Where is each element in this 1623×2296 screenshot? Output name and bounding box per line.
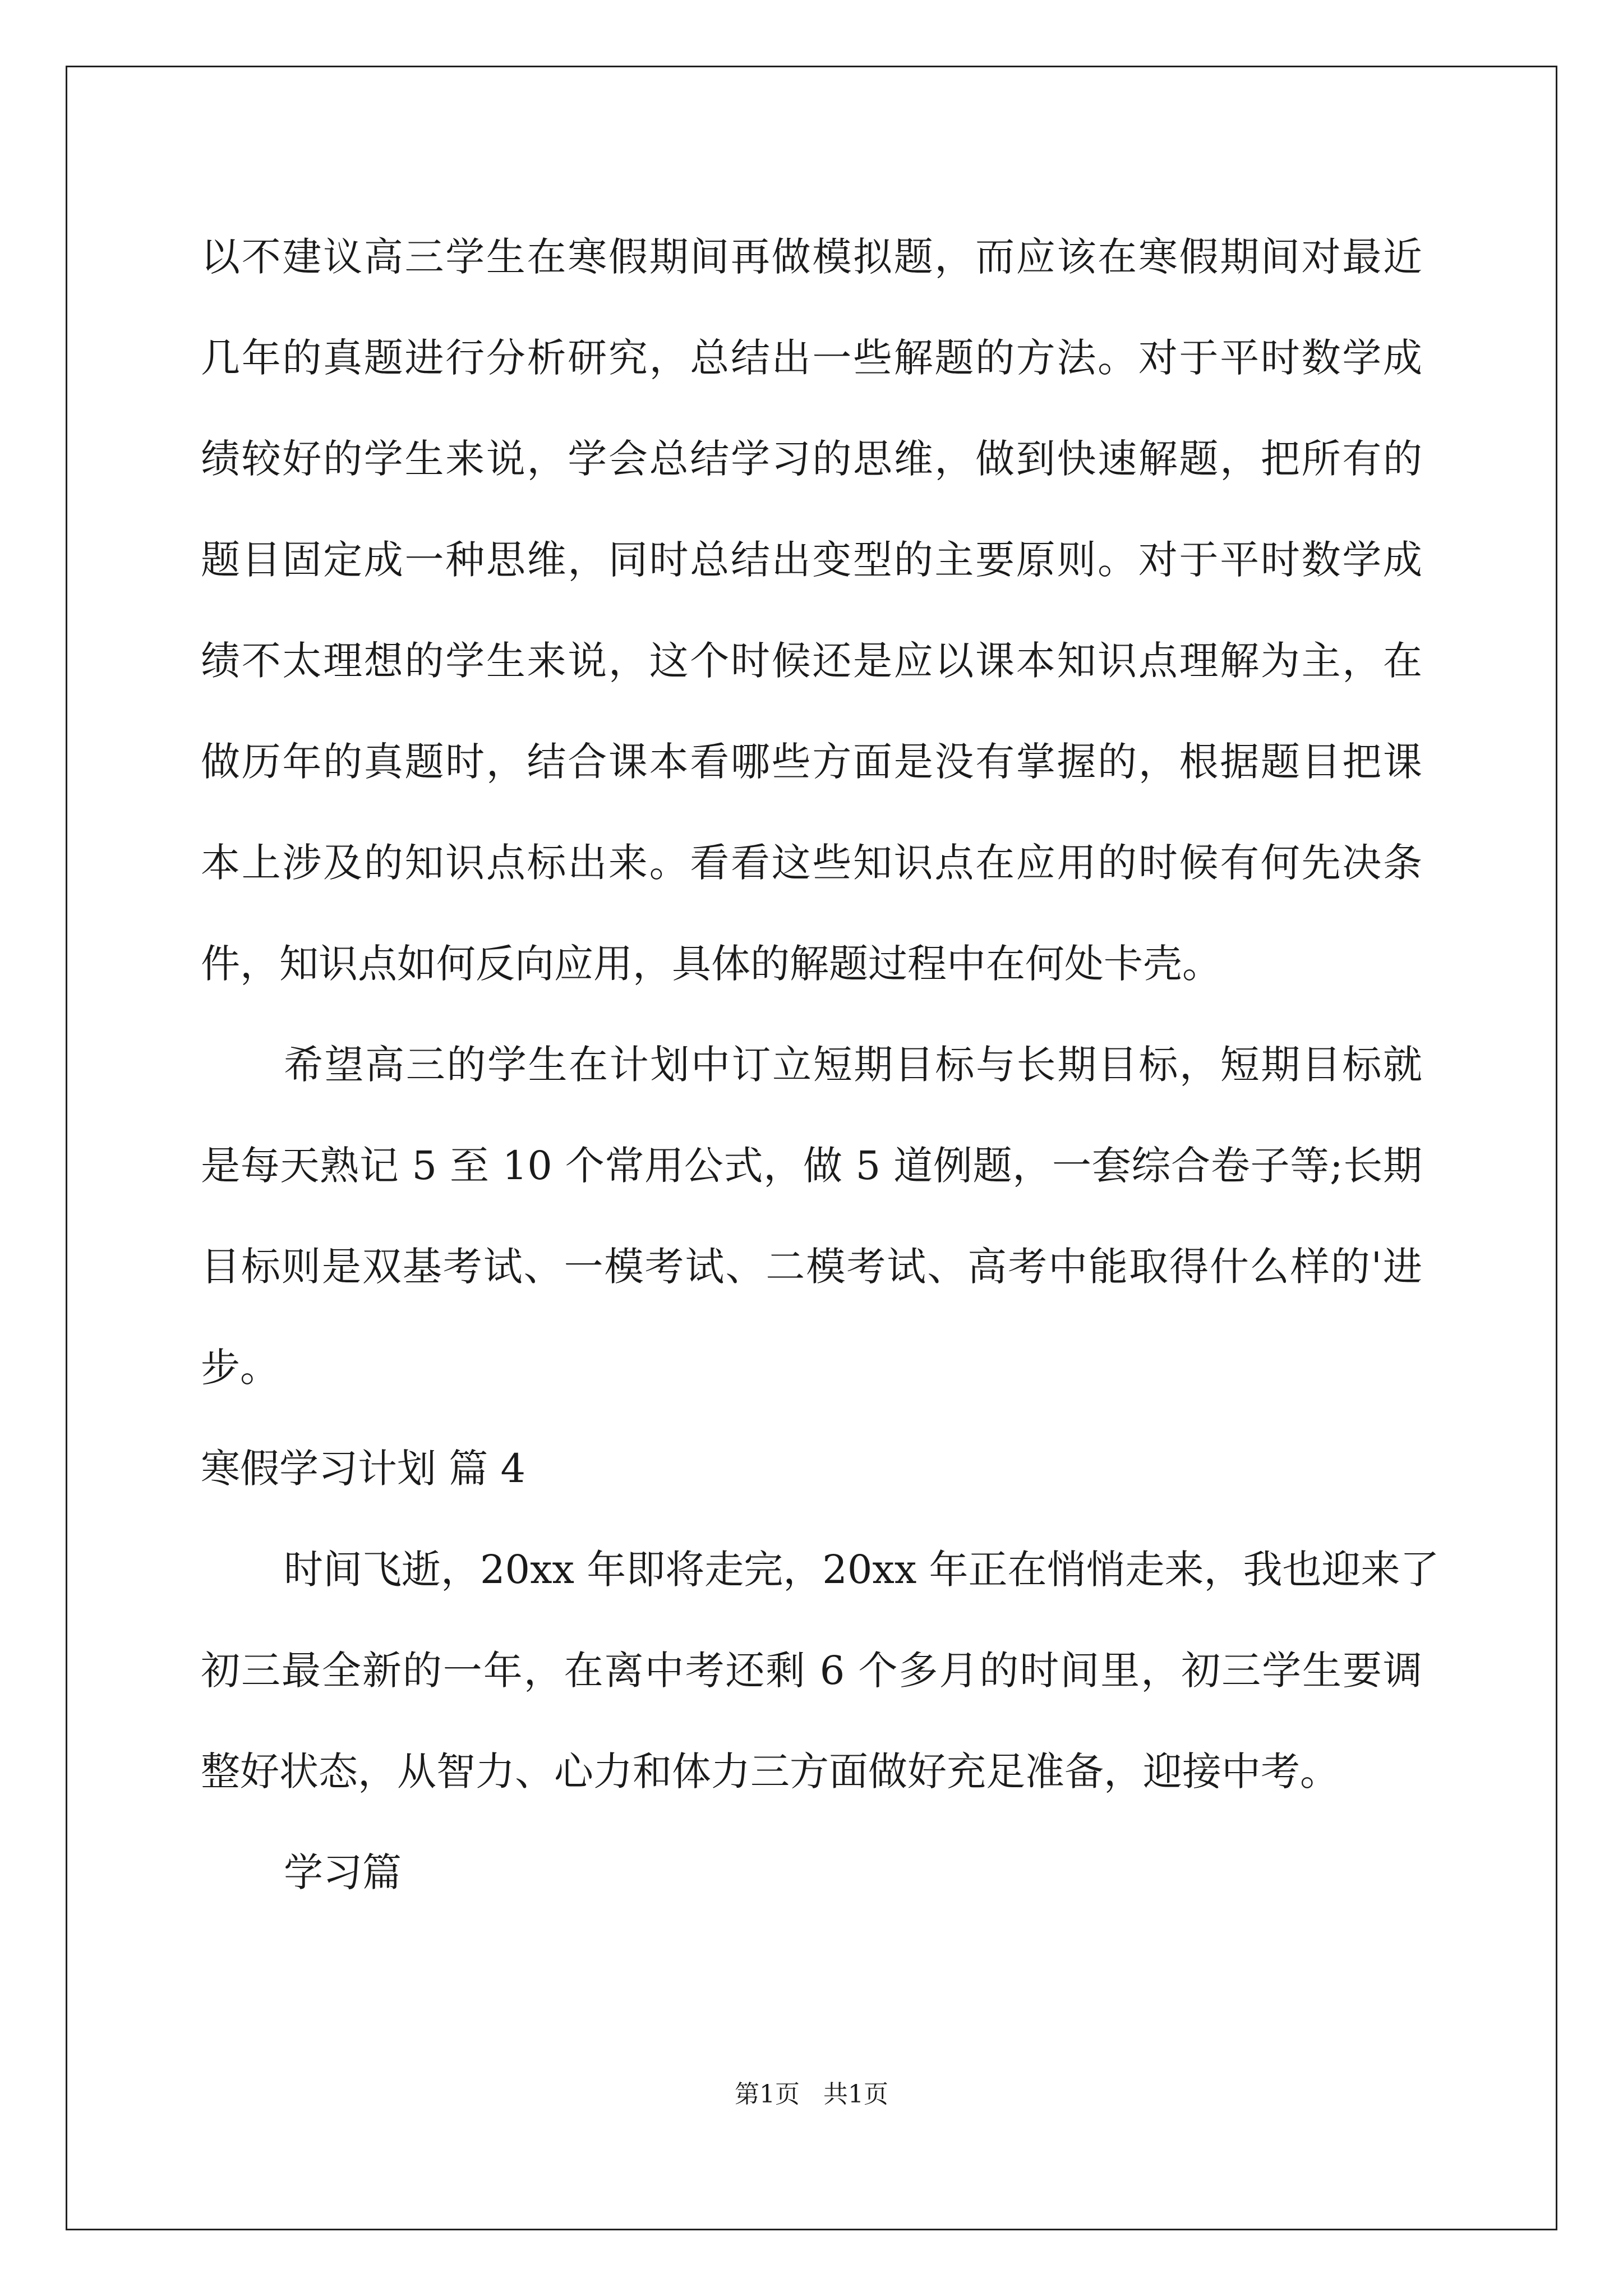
text-line: 题目固定成一种思维，同时总结出变型的主要原则。对于平时数学成: [201, 537, 1422, 583]
text-line: 目标则是双基考试、一模考试、二模考试、高考中能取得什么样的'进: [201, 1244, 1422, 1290]
subheading: 学习篇: [284, 1849, 402, 1895]
page-footer: 第1页 共1页: [735, 2080, 888, 2109]
paragraph-1: [201, 206, 1422, 1014]
paragraph-2: [201, 1014, 1422, 1418]
text-line: 初三最全新的一年，在离中考还剩 6 个多月的时间里，初三学生要调: [201, 1648, 1422, 1694]
text-line: 时间飞逝，20xx 年即将走完，20xx 年正在悄悄走来，我也迎来了: [284, 1547, 1440, 1593]
paragraph-3: [201, 1519, 1440, 1822]
text-line: 做历年的真题时，结合课本看哪些方面是没有掌握的，根据题目把课: [201, 739, 1422, 785]
text-line: 绩不太理想的学生来说，这个时候还是应以课本知识点理解为主，在: [201, 638, 1422, 684]
text-line: 步。: [201, 1345, 279, 1391]
text-line: 以不建议高三学生在寒假期间再做模拟题，而应该在寒假期间对最近: [201, 234, 1422, 280]
document-body: [201, 206, 1440, 1923]
section-heading: 寒假学习计划 篇 4: [201, 1446, 526, 1492]
text-line: 希望高三的学生在计划中订立短期目标与长期目标，短期目标就: [284, 1042, 1422, 1088]
text-line: 本上涉及的知识点标出来。看看这些知识点在应用的时候有何先决条: [201, 840, 1422, 886]
text-line: 是每天熟记 5 至 10 个常用公式，做 5 道例题，一套综合卷子等;长期: [201, 1143, 1422, 1189]
text-line: 件，知识点如何反向应用，具体的解题过程中在何处卡壳。: [201, 941, 1221, 987]
text-line: 整好状态，从智力、心力和体力三方面做好充足准备，迎接中考。: [201, 1749, 1339, 1795]
text-line: 几年的真题进行分析研究，总结出一些解题的方法。对于平时数学成: [201, 335, 1422, 381]
text-line: 绩较好的学生来说，学会总结学习的思维，做到快速解题，把所有的: [201, 436, 1422, 482]
